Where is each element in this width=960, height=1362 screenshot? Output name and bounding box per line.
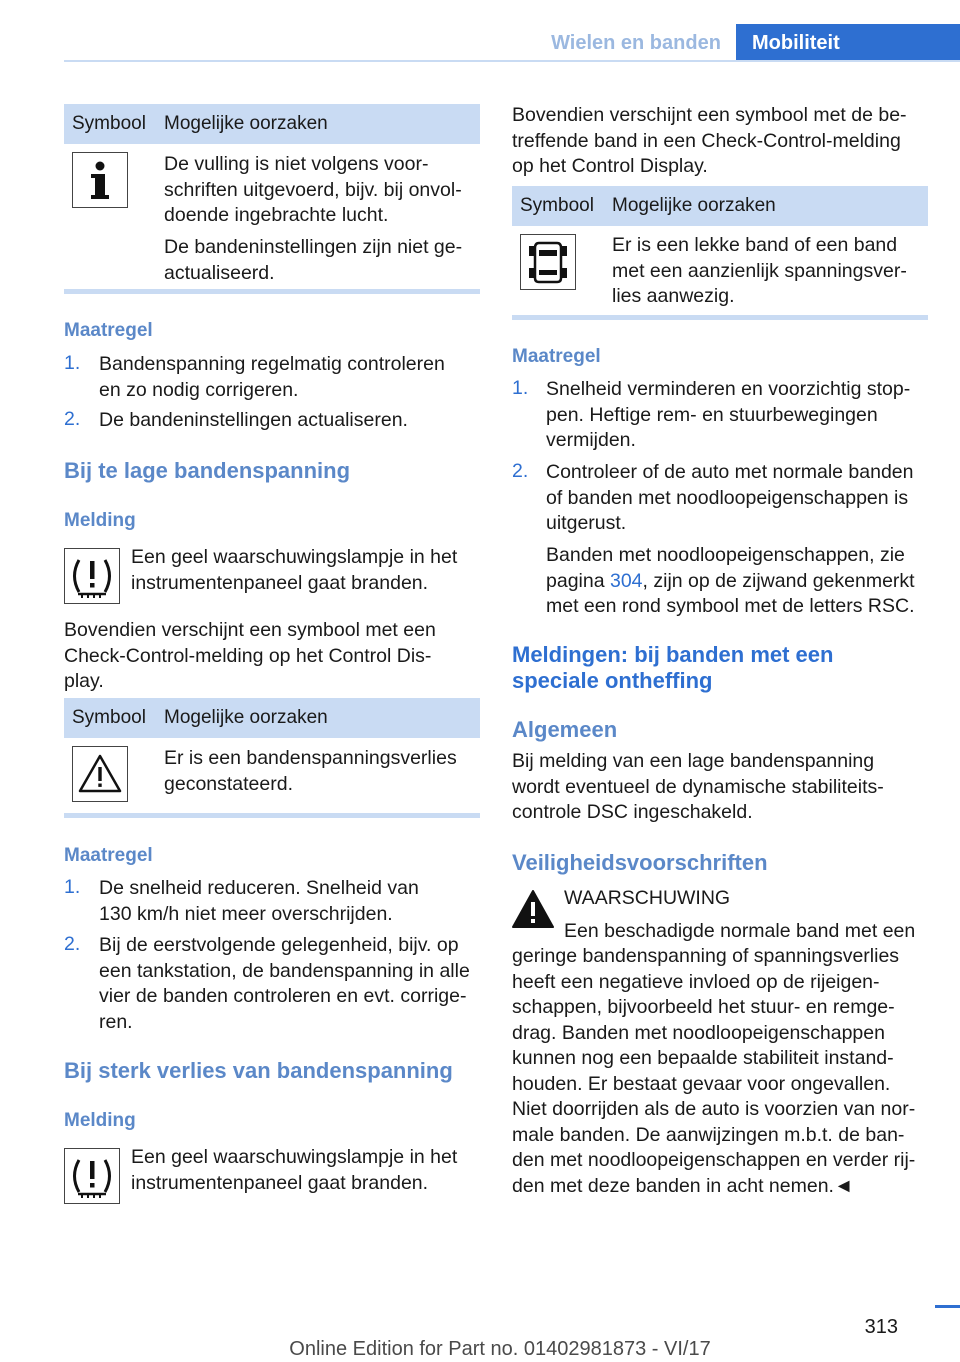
maatregel1-num-1: 1. [64, 352, 81, 374]
table2-col-causes: Mogelijke oorzaken [164, 707, 328, 728]
safety-title: Veiligheidsvoorschriften [512, 850, 768, 875]
maatregel1-item-1: Bandenspanning regelmatig controleren en zo nodig corrigeren. [99, 353, 445, 401]
maatregel2-item-1: De snelheid reduceren. Snelheid van 130 km/h niet meer overschrijden. [99, 877, 419, 925]
table1-cause-1: De vulling is niet volgens voor- schriften uitgevoerd, bijv. bij onvol- doende ingebrachte lucht. [164, 153, 462, 226]
car-tire-icon [520, 234, 576, 290]
algemeen-title: Algemeen [512, 717, 618, 742]
section-strong-melding-title: Melding [64, 1110, 136, 1131]
section-strong-title: Bij sterk verlies van bandenspanning [64, 1058, 453, 1083]
warning-label: WAARSCHUWING [564, 887, 731, 909]
table1-col-symbol: Symbool [72, 113, 146, 134]
table1-col-causes: Mogelijke oorzaken [164, 113, 328, 134]
footer-accent-rule [935, 1305, 960, 1308]
footer-edition: Online Edition for Part no. 01402981873 - VI/17 [289, 1338, 711, 1360]
maatregel3-item-1: Snelheid verminderen en voorzichtig stop- pen. Heftige rem- en stuurbewegingen vermijden. [546, 378, 911, 451]
table3-col-symbol: Symbool [520, 195, 594, 216]
maatregel2-num-2: 2. [64, 933, 81, 955]
table3-bottom-rule [512, 315, 928, 320]
section-low-melding-title: Melding [64, 510, 136, 531]
warning-triangle-icon [72, 746, 128, 802]
maatregel1-num-2: 2. [64, 408, 81, 430]
header-section-tab: Wielen en banden [551, 31, 721, 54]
maatregel2-title: Maatregel [64, 845, 153, 866]
table2-col-symbol: Symbool [72, 707, 146, 728]
table1-header [64, 104, 480, 144]
maatregel3-item-2: Controleer of de auto met normale banden of banden met noodloopeigenschappen is uitgerust. [546, 461, 914, 534]
maatregel3-num-1: 1. [512, 377, 529, 399]
maatregel1-title: Maatregel [64, 320, 153, 341]
warning-text: geringe bandenspanning of spanningsverlies heeft een negatieve invloed op de rijeigen- schappen, bijvoorbeeld het stuur- en remge- drag. Banden met noodloopeigenschappen kunnen nog een bepaalde stabiliteit instand- houden. Er bestaat gevaar voor ongevallen. Niet doorrijden als de auto is voorzien van nor- male banden. De aanwijzingen m.b.t. de ban- den met noodloopeigenschappen en verder rij- den met deze banden in acht nemen.◄ [512, 945, 916, 1197]
page-304-link[interactable]: 304 [609, 569, 643, 592]
maatregel3-num-2: 2. [512, 460, 529, 482]
maatregel3-title: Maatregel [512, 346, 601, 367]
table2-header [64, 698, 480, 738]
info-icon [72, 152, 128, 208]
special-title: Meldingen: bij banden met een speciale ontheffing [512, 642, 834, 693]
section-strong-melding-text: Een geel waarschuwingslampje in het instrumentenpaneel gaat branden. [131, 1146, 458, 1194]
maatregel2-num-1: 1. [64, 876, 81, 898]
warning-first-line: Een beschadigde normale band met een [564, 920, 916, 942]
header-chapter-tab: Mobiliteit [736, 24, 960, 62]
page-number: 313 [864, 1316, 898, 1338]
table2-cause: Er is een bandenspanningsverlies geconstateerd. [164, 747, 457, 795]
tire-pressure-warning-icon [64, 1148, 120, 1204]
header-rule [64, 60, 960, 62]
table1-cause-2: De bandeninstellingen zijn niet ge- actualiseerd. [164, 236, 463, 284]
algemeen-text: Bij melding van een lage bandenspanning wordt eventueel de dynamische stabiliteits- controle DSC ingeschakeld. [512, 750, 884, 823]
table2-bottom-rule [64, 813, 480, 818]
warning-triangle-filled-icon [512, 889, 554, 929]
section-low-title: Bij te lage bandenspanning [64, 458, 351, 483]
tire-pressure-warning-icon [64, 548, 120, 604]
right-intro: Bovendien verschijnt een symbool met de be- treffende band in een Check-Control-melding op het Control Display. [512, 104, 907, 177]
section-low-melding-text: Een geel waarschuwingslampje in het instrumentenpaneel gaat branden. [131, 546, 458, 594]
table1-bottom-rule [64, 289, 480, 294]
maatregel3-item-2-note: Banden met noodloopeigenschappen, zie pagina 304, zijn op de zijwand gekenmerkt met een rond symbool met de letters RSC. [546, 544, 915, 617]
maatregel2-item-2: Bij de eerstvolgende gelegenheid, bijv. op een tankstation, de bandenspanning in alle vier de banden controleren en evt. corrige- ren. [99, 934, 470, 1033]
table3-header [512, 186, 928, 226]
table3-col-causes: Mogelijke oorzaken [612, 195, 776, 216]
maatregel1-item-2: De bandeninstellingen actualiseren. [99, 409, 408, 431]
table3-cause: Er is een lekke band of een band met een aanzienlijk spanningsver- lies aanwezig. [612, 234, 907, 307]
section-low-paragraph: Bovendien verschijnt een symbool met een Check-Control-melding op het Control Dis- play. [64, 619, 436, 692]
